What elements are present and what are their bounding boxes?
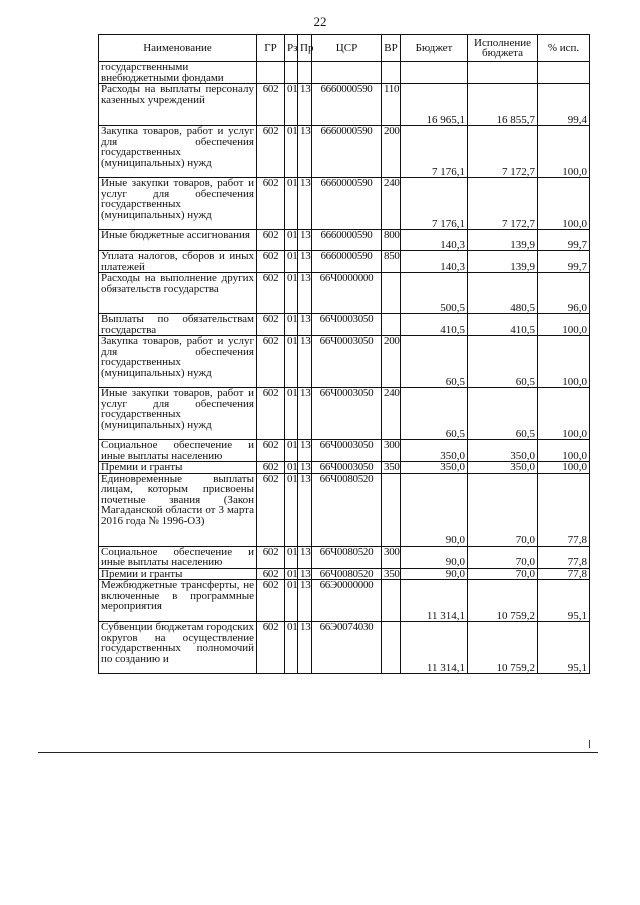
row-pr: 13 <box>298 84 312 126</box>
row-execution: 60,5 <box>468 388 538 440</box>
row-gr: 602 <box>257 230 285 251</box>
table-row <box>99 314 590 336</box>
row-name: Иные закупки товаров, работ и услуг для обеспечения государственных (муниципальных) нужд <box>99 178 257 230</box>
row-vr: 350 <box>382 568 401 580</box>
row-execution: 10 759,2 <box>468 580 538 622</box>
table-row <box>99 230 590 251</box>
row-pr: 13 <box>298 126 312 178</box>
table-row <box>99 388 590 440</box>
row-gr: 602 <box>257 84 285 126</box>
row-budget: 11 314,1 <box>401 622 468 674</box>
row-execution: 480,5 <box>468 273 538 314</box>
row-execution: 10 759,2 <box>468 622 538 674</box>
row-budget: 410,5 <box>401 314 468 336</box>
row-csr: 66Ч0003050 <box>312 388 382 440</box>
row-percent: 77,8 <box>538 473 590 546</box>
row-vr <box>382 62 401 84</box>
row-name: государственными внебюджетными фондами <box>99 62 257 84</box>
row-rz: 01 <box>285 126 298 178</box>
row-percent: 100,0 <box>538 336 590 388</box>
row-csr: 6660000590 <box>312 126 382 178</box>
row-gr: 602 <box>257 440 285 462</box>
row-vr: 110 <box>382 84 401 126</box>
row-pr: 13 <box>298 440 312 462</box>
row-execution: 410,5 <box>468 314 538 336</box>
row-execution: 350,0 <box>468 440 538 462</box>
row-execution: 7 172,7 <box>468 126 538 178</box>
row-budget: 60,5 <box>401 336 468 388</box>
row-rz: 01 <box>285 580 298 622</box>
row-vr: 300 <box>382 440 401 462</box>
row-rz: 01 <box>285 84 298 126</box>
row-execution: 7 172,7 <box>468 178 538 230</box>
row-vr <box>382 473 401 546</box>
row-percent: 100,0 <box>538 440 590 462</box>
row-rz: 01 <box>285 462 298 474</box>
row-gr: 602 <box>257 273 285 314</box>
row-execution: 139,9 <box>468 251 538 273</box>
row-csr: 6660000590 <box>312 251 382 273</box>
row-csr: 66Э0000000 <box>312 580 382 622</box>
header-gr: ГР <box>257 35 285 62</box>
row-gr: 602 <box>257 178 285 230</box>
row-vr: 800 <box>382 230 401 251</box>
row-csr: 66Ч0003050 <box>312 462 382 474</box>
row-gr: 602 <box>257 314 285 336</box>
row-pr: 13 <box>298 273 312 314</box>
row-name: Уплата налогов, сборов и иных платежей <box>99 251 257 273</box>
row-vr: 200 <box>382 126 401 178</box>
row-execution: 60,5 <box>468 336 538 388</box>
row-pr: 13 <box>298 546 312 568</box>
row-budget: 90,0 <box>401 546 468 568</box>
row-rz: 01 <box>285 251 298 273</box>
row-pr: 13 <box>298 230 312 251</box>
row-gr: 602 <box>257 568 285 580</box>
row-budget: 11 314,1 <box>401 580 468 622</box>
row-name: Иные бюджетные ассигнования <box>99 230 257 251</box>
row-execution: 70,0 <box>468 568 538 580</box>
row-csr: 66Ч0003050 <box>312 314 382 336</box>
row-budget: 90,0 <box>401 473 468 546</box>
row-execution: 70,0 <box>468 473 538 546</box>
row-execution: 350,0 <box>468 462 538 474</box>
row-pr: 13 <box>298 251 312 273</box>
row-vr <box>382 314 401 336</box>
row-percent: 96,0 <box>538 273 590 314</box>
row-percent: 99,7 <box>538 251 590 273</box>
row-name: Субвенции бюджетам городских округов на осуществление государственных полномочий по созданию и <box>99 622 257 674</box>
row-execution: 139,9 <box>468 230 538 251</box>
row-budget <box>401 62 468 84</box>
row-pr: 13 <box>298 178 312 230</box>
row-percent: 100,0 <box>538 462 590 474</box>
row-rz: 01 <box>285 440 298 462</box>
row-name: Закупка товаров, работ и услуг для обеспечения государственных (муниципальных) нужд <box>99 126 257 178</box>
row-gr: 602 <box>257 462 285 474</box>
row-gr: 602 <box>257 126 285 178</box>
row-percent: 95,1 <box>538 622 590 674</box>
row-csr: 6660000590 <box>312 178 382 230</box>
row-budget: 140,3 <box>401 230 468 251</box>
header-vr: ВР <box>382 35 401 62</box>
row-vr: 300 <box>382 546 401 568</box>
table-row <box>99 62 590 84</box>
row-percent: 99,4 <box>538 84 590 126</box>
table-row <box>99 622 590 674</box>
row-name: Расходы на выполнение других обязательств государства <box>99 273 257 314</box>
row-gr: 602 <box>257 546 285 568</box>
row-pr <box>298 62 312 84</box>
table-row <box>99 568 590 580</box>
row-vr <box>382 273 401 314</box>
row-vr: 240 <box>382 388 401 440</box>
row-gr: 602 <box>257 473 285 546</box>
row-name: Межбюджетные трансферты, не включенные в программные мероприятия <box>99 580 257 622</box>
row-gr: 602 <box>257 622 285 674</box>
row-name: Закупка товаров, работ и услуг для обеспечения государственных (муниципальных) нужд <box>99 336 257 388</box>
header-percent: % исп. <box>538 35 590 62</box>
row-name: Единовременные выплаты лицам, которым присвоены почетные звания (Закон Магаданской области от 3 марта 2016 года № 1996-ОЗ) <box>99 473 257 546</box>
table-row <box>99 178 590 230</box>
header-budget: Бюджет <box>401 35 468 62</box>
table-row <box>99 440 590 462</box>
row-budget: 140,3 <box>401 251 468 273</box>
row-csr: 66Ч0003050 <box>312 440 382 462</box>
table-row <box>99 84 590 126</box>
row-gr: 602 <box>257 388 285 440</box>
row-percent: 100,0 <box>538 314 590 336</box>
row-vr: 850 <box>382 251 401 273</box>
row-csr: 66Ч0080520 <box>312 473 382 546</box>
margin-tick <box>589 740 590 748</box>
row-name: Социальное обеспечение и иные выплаты населению <box>99 440 257 462</box>
row-rz: 01 <box>285 388 298 440</box>
row-gr <box>257 62 285 84</box>
row-name: Иные закупки товаров, работ и услуг для обеспечения государственных (муниципальных) нужд <box>99 388 257 440</box>
row-gr: 602 <box>257 580 285 622</box>
row-percent: 77,8 <box>538 568 590 580</box>
row-vr: 200 <box>382 336 401 388</box>
row-vr: 240 <box>382 178 401 230</box>
row-csr: 66Ч0080520 <box>312 546 382 568</box>
row-gr: 602 <box>257 336 285 388</box>
row-budget: 7 176,1 <box>401 126 468 178</box>
row-percent: 100,0 <box>538 388 590 440</box>
table-row <box>99 546 590 568</box>
row-rz: 01 <box>285 473 298 546</box>
header-pr: Пр <box>298 35 312 62</box>
header-csr: ЦСР <box>312 35 382 62</box>
row-rz: 01 <box>285 336 298 388</box>
row-csr: 6660000590 <box>312 84 382 126</box>
table-row <box>99 251 590 273</box>
row-rz: 01 <box>285 178 298 230</box>
row-rz: 01 <box>285 546 298 568</box>
row-budget: 350,0 <box>401 440 468 462</box>
row-vr: 350 <box>382 462 401 474</box>
header-rz: Рз <box>285 35 298 62</box>
header-name: Наименование <box>99 35 257 62</box>
row-rz: 01 <box>285 230 298 251</box>
row-csr <box>312 62 382 84</box>
row-percent <box>538 62 590 84</box>
row-pr: 13 <box>298 622 312 674</box>
row-pr: 13 <box>298 568 312 580</box>
table-row <box>99 473 590 546</box>
row-pr: 13 <box>298 462 312 474</box>
row-percent: 100,0 <box>538 126 590 178</box>
row-csr: 66Ч0000000 <box>312 273 382 314</box>
row-pr: 13 <box>298 336 312 388</box>
row-budget: 60,5 <box>401 388 468 440</box>
row-percent: 100,0 <box>538 178 590 230</box>
row-rz <box>285 62 298 84</box>
row-execution: 70,0 <box>468 546 538 568</box>
row-pr: 13 <box>298 473 312 546</box>
row-budget: 16 965,1 <box>401 84 468 126</box>
row-csr: 66Ч0003050 <box>312 336 382 388</box>
row-rz: 01 <box>285 622 298 674</box>
row-pr: 13 <box>298 580 312 622</box>
budget-table <box>98 34 590 674</box>
page-number: 22 <box>313 14 327 29</box>
row-vr <box>382 580 401 622</box>
table-row <box>99 580 590 622</box>
row-name: Расходы на выплаты персоналу казенных учреждений <box>99 84 257 126</box>
table-row <box>99 126 590 178</box>
row-name: Премии и гранты <box>99 568 257 580</box>
row-budget: 500,5 <box>401 273 468 314</box>
row-csr: 66Э0074030 <box>312 622 382 674</box>
row-csr: 66Ч0080520 <box>312 568 382 580</box>
table-row <box>99 462 590 474</box>
row-percent: 77,8 <box>538 546 590 568</box>
row-rz: 01 <box>285 314 298 336</box>
row-budget: 350,0 <box>401 462 468 474</box>
row-budget: 7 176,1 <box>401 178 468 230</box>
row-percent: 99,7 <box>538 230 590 251</box>
table-row <box>99 336 590 388</box>
row-vr <box>382 622 401 674</box>
row-pr: 13 <box>298 388 312 440</box>
header-execution: Исполнение бюджета <box>468 35 538 62</box>
row-percent: 95,1 <box>538 580 590 622</box>
table-row <box>99 273 590 314</box>
row-gr: 602 <box>257 251 285 273</box>
row-rz: 01 <box>285 273 298 314</box>
row-execution <box>468 62 538 84</box>
table-header-row <box>99 35 590 62</box>
row-pr: 13 <box>298 314 312 336</box>
row-csr: 6660000590 <box>312 230 382 251</box>
row-rz: 01 <box>285 568 298 580</box>
page-bottom-rule <box>38 752 598 753</box>
row-budget: 90,0 <box>401 568 468 580</box>
row-execution: 16 855,7 <box>468 84 538 126</box>
row-name: Выплаты по обязательствам государства <box>99 314 257 336</box>
row-name: Премии и гранты <box>99 462 257 474</box>
row-name: Социальное обеспечение и иные выплаты населению <box>99 546 257 568</box>
